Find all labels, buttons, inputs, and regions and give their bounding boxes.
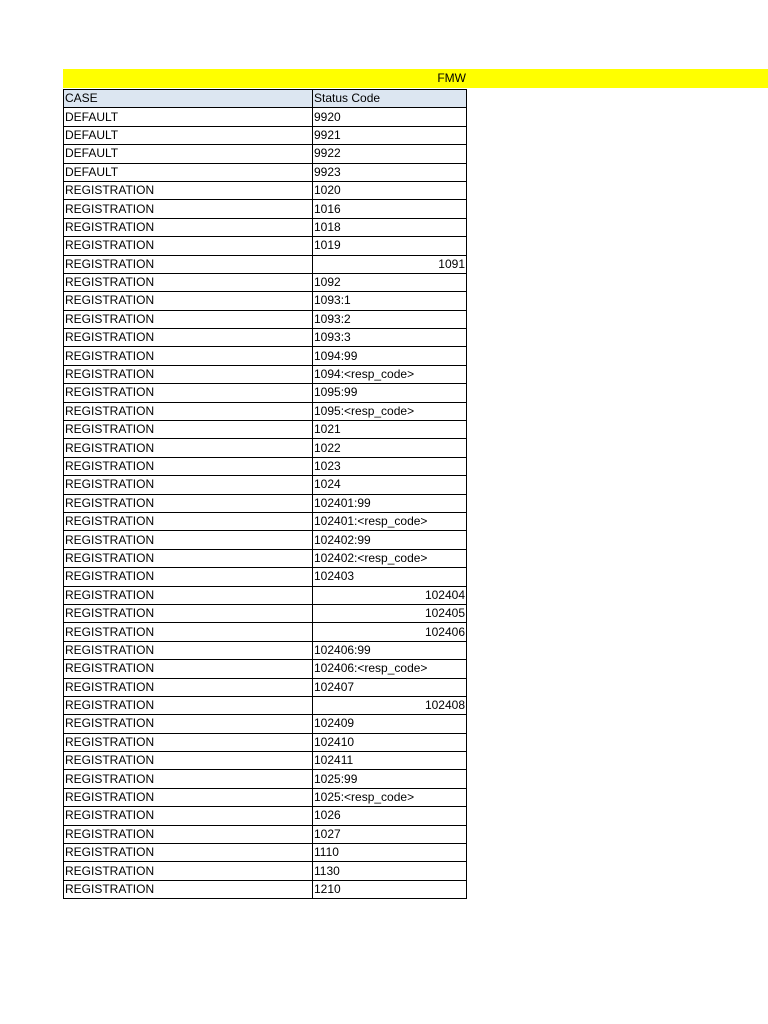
case-cell[interactable]: REGISTRATION bbox=[64, 549, 313, 567]
table-row bbox=[64, 788, 467, 806]
table-row bbox=[64, 402, 467, 420]
case-cell[interactable]: REGISTRATION bbox=[64, 586, 313, 604]
table-row bbox=[64, 439, 467, 457]
table-row bbox=[64, 365, 467, 383]
table-row bbox=[64, 329, 467, 347]
case-cell[interactable]: REGISTRATION bbox=[64, 696, 313, 714]
status-code-cell[interactable]: 1021 bbox=[313, 421, 467, 439]
table-row bbox=[64, 678, 467, 696]
header-status-code[interactable]: Status Code bbox=[313, 90, 467, 108]
status-code-cell[interactable]: 102403 bbox=[313, 568, 467, 586]
status-code-cell[interactable]: 1094:99 bbox=[313, 347, 467, 365]
table-row bbox=[64, 752, 467, 770]
status-code-cell[interactable]: 1026 bbox=[313, 807, 467, 825]
header-row bbox=[64, 90, 467, 108]
status-code-cell[interactable]: 1018 bbox=[313, 218, 467, 236]
table-row bbox=[64, 292, 467, 310]
case-cell[interactable]: REGISTRATION bbox=[64, 421, 313, 439]
table-row bbox=[64, 163, 467, 181]
case-cell[interactable]: DEFAULT bbox=[64, 126, 313, 144]
status-code-cell[interactable]: 102409 bbox=[313, 715, 467, 733]
table-row bbox=[64, 347, 467, 365]
case-cell[interactable]: REGISTRATION bbox=[64, 770, 313, 788]
status-code-cell[interactable]: 1025:<resp_code> bbox=[313, 788, 467, 806]
header-case[interactable]: CASE bbox=[64, 90, 313, 108]
table-row bbox=[64, 255, 467, 273]
status-code-cell[interactable]: 1091 bbox=[313, 255, 467, 273]
case-cell[interactable]: REGISTRATION bbox=[64, 788, 313, 806]
table-row bbox=[64, 108, 467, 126]
case-cell[interactable]: REGISTRATION bbox=[64, 512, 313, 530]
status-code-cell[interactable]: 1210 bbox=[313, 880, 467, 898]
table-row bbox=[64, 641, 467, 659]
case-cell[interactable]: REGISTRATION bbox=[64, 292, 313, 310]
title-banner bbox=[63, 69, 768, 88]
status-code-cell[interactable]: 102401:<resp_code> bbox=[313, 512, 467, 530]
table-row bbox=[64, 733, 467, 751]
banner-title: FMW bbox=[437, 71, 466, 85]
table-row bbox=[64, 568, 467, 586]
table-row bbox=[64, 310, 467, 328]
status-code-cell[interactable]: 1016 bbox=[313, 200, 467, 218]
table-row bbox=[64, 696, 467, 714]
status-code-cell[interactable]: 1093:1 bbox=[313, 292, 467, 310]
case-cell[interactable]: REGISTRATION bbox=[64, 678, 313, 696]
status-code-cell[interactable]: 1110 bbox=[313, 844, 467, 862]
case-cell[interactable]: REGISTRATION bbox=[64, 329, 313, 347]
case-cell[interactable]: REGISTRATION bbox=[64, 623, 313, 641]
table-row bbox=[64, 880, 467, 898]
case-cell[interactable]: REGISTRATION bbox=[64, 310, 313, 328]
status-code-cell[interactable]: 1092 bbox=[313, 273, 467, 291]
status-code-cell[interactable]: 1024 bbox=[313, 476, 467, 494]
status-code-cell[interactable]: 102410 bbox=[313, 733, 467, 751]
status-code-cell[interactable]: 102406 bbox=[313, 623, 467, 641]
case-cell[interactable]: REGISTRATION bbox=[64, 807, 313, 825]
status-code-cell[interactable]: 1130 bbox=[313, 862, 467, 880]
case-cell[interactable]: REGISTRATION bbox=[64, 604, 313, 622]
table-row bbox=[64, 476, 467, 494]
status-code-cell[interactable]: 102406:<resp_code> bbox=[313, 660, 467, 678]
table-row bbox=[64, 384, 467, 402]
table-row bbox=[64, 531, 467, 549]
status-code-cell[interactable]: 102405 bbox=[313, 604, 467, 622]
case-cell[interactable]: REGISTRATION bbox=[64, 237, 313, 255]
case-cell[interactable]: REGISTRATION bbox=[64, 825, 313, 843]
case-cell[interactable]: REGISTRATION bbox=[64, 200, 313, 218]
status-code-cell[interactable]: 1027 bbox=[313, 825, 467, 843]
table-row bbox=[64, 237, 467, 255]
status-code-cell[interactable]: 9922 bbox=[313, 145, 467, 163]
case-cell[interactable]: REGISTRATION bbox=[64, 494, 313, 512]
table-row bbox=[64, 273, 467, 291]
case-cell[interactable]: REGISTRATION bbox=[64, 862, 313, 880]
case-cell[interactable]: REGISTRATION bbox=[64, 255, 313, 273]
status-code-cell[interactable]: 1022 bbox=[313, 439, 467, 457]
case-cell[interactable]: REGISTRATION bbox=[64, 347, 313, 365]
case-cell[interactable]: DEFAULT bbox=[64, 108, 313, 126]
status-code-cell[interactable]: 1020 bbox=[313, 181, 467, 199]
status-code-cell[interactable]: 9921 bbox=[313, 126, 467, 144]
case-cell[interactable]: REGISTRATION bbox=[64, 273, 313, 291]
table-row bbox=[64, 421, 467, 439]
status-code-cell[interactable]: 102406:99 bbox=[313, 641, 467, 659]
table-row bbox=[64, 494, 467, 512]
status-code-table bbox=[63, 89, 467, 899]
case-cell[interactable]: REGISTRATION bbox=[64, 365, 313, 383]
status-code-cell[interactable]: 1025:99 bbox=[313, 770, 467, 788]
table-row bbox=[64, 200, 467, 218]
table-row bbox=[64, 770, 467, 788]
status-code-cell[interactable]: 102404 bbox=[313, 586, 467, 604]
table-row bbox=[64, 660, 467, 678]
status-code-cell[interactable]: 1094:<resp_code> bbox=[313, 365, 467, 383]
status-code-cell[interactable]: 1093:2 bbox=[313, 310, 467, 328]
case-cell[interactable]: REGISTRATION bbox=[64, 844, 313, 862]
status-code-cell[interactable]: 102402:<resp_code> bbox=[313, 549, 467, 567]
case-cell[interactable]: REGISTRATION bbox=[64, 880, 313, 898]
table-row bbox=[64, 145, 467, 163]
case-cell[interactable]: REGISTRATION bbox=[64, 531, 313, 549]
table-row bbox=[64, 512, 467, 530]
table-row bbox=[64, 181, 467, 199]
case-cell[interactable]: REGISTRATION bbox=[64, 402, 313, 420]
status-code-cell[interactable]: 9920 bbox=[313, 108, 467, 126]
case-cell[interactable]: REGISTRATION bbox=[64, 181, 313, 199]
case-cell[interactable]: REGISTRATION bbox=[64, 660, 313, 678]
table-row bbox=[64, 715, 467, 733]
case-cell[interactable]: REGISTRATION bbox=[64, 384, 313, 402]
table-row bbox=[64, 862, 467, 880]
status-code-cell[interactable]: 102408 bbox=[313, 696, 467, 714]
case-cell[interactable]: REGISTRATION bbox=[64, 733, 313, 751]
table-row bbox=[64, 623, 467, 641]
status-code-cell[interactable]: 1095:99 bbox=[313, 384, 467, 402]
table-row bbox=[64, 825, 467, 843]
table-row bbox=[64, 844, 467, 862]
case-cell[interactable]: DEFAULT bbox=[64, 145, 313, 163]
table-row bbox=[64, 126, 467, 144]
table-row bbox=[64, 586, 467, 604]
table-row bbox=[64, 549, 467, 567]
case-cell[interactable]: REGISTRATION bbox=[64, 568, 313, 586]
case-cell[interactable]: REGISTRATION bbox=[64, 476, 313, 494]
table-row bbox=[64, 604, 467, 622]
status-code-cell[interactable]: 1093:3 bbox=[313, 329, 467, 347]
case-cell[interactable]: REGISTRATION bbox=[64, 218, 313, 236]
status-code-cell[interactable]: 102411 bbox=[313, 752, 467, 770]
table-row bbox=[64, 807, 467, 825]
case-cell[interactable]: REGISTRATION bbox=[64, 715, 313, 733]
status-code-cell[interactable]: 102401:99 bbox=[313, 494, 467, 512]
case-cell[interactable]: REGISTRATION bbox=[64, 457, 313, 475]
status-code-cell[interactable]: 1019 bbox=[313, 237, 467, 255]
case-cell[interactable]: DEFAULT bbox=[64, 163, 313, 181]
case-cell[interactable]: REGISTRATION bbox=[64, 752, 313, 770]
status-code-cell[interactable]: 1023 bbox=[313, 457, 467, 475]
status-code-cell[interactable]: 1095:<resp_code> bbox=[313, 402, 467, 420]
case-cell[interactable]: REGISTRATION bbox=[64, 439, 313, 457]
status-code-cell[interactable]: 9923 bbox=[313, 163, 467, 181]
table-row bbox=[64, 457, 467, 475]
table-row bbox=[64, 218, 467, 236]
case-cell[interactable]: REGISTRATION bbox=[64, 641, 313, 659]
status-code-cell[interactable]: 102407 bbox=[313, 678, 467, 696]
status-code-cell[interactable]: 102402:99 bbox=[313, 531, 467, 549]
